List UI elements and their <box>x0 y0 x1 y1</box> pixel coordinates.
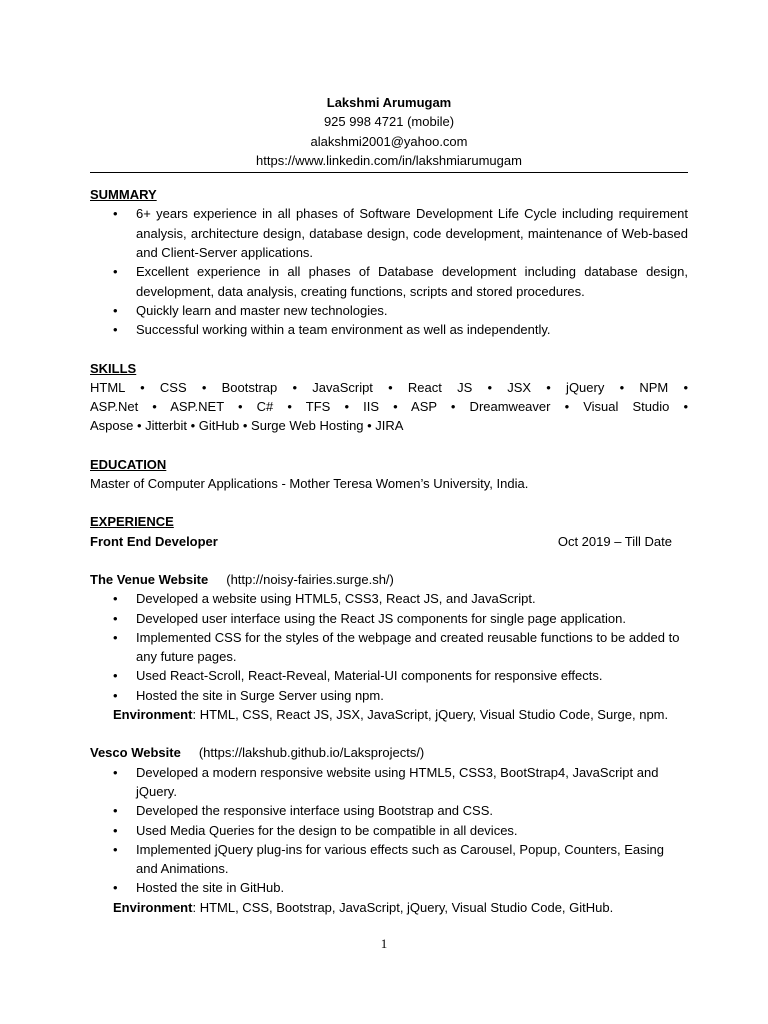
summary-section <box>90 185 688 339</box>
job-role: Front End Developer <box>90 533 218 549</box>
experience-title: EXPERIENCE <box>90 514 174 530</box>
linkedin-url: https://www.linkedin.com/in/lakshmiarumugam <box>256 152 522 168</box>
list-item: • Developed a website using HTML5, CSS3, React JS, and JavaScript. <box>90 589 688 608</box>
job-dates: Oct 2019 – Till Date <box>557 533 672 549</box>
experience-section <box>90 512 688 917</box>
list-item: • Excellent experience in all phases of Database development including database design, development, data analysis, creating functions, scripts and stored procedures. <box>90 262 688 301</box>
skills-line: Aspose • Jitterbit • GitHub • Surge Web Hosting • JIRA <box>90 418 404 434</box>
skills-section <box>90 359 688 436</box>
skills-line: HTML • CSS • Bootstrap • JavaScript • React JS • JSX • jQuery • NPM • <box>90 379 688 395</box>
list-item: • Hosted the site in GitHub. <box>90 878 688 897</box>
resume-header <box>90 93 688 170</box>
list-item: • Developed user interface using the React JS components for single page application. <box>90 609 688 628</box>
project-url: (http://noisy-fairies.surge.sh/) <box>226 571 394 587</box>
list-item: • Hosted the site in Surge Server using npm. <box>90 686 688 705</box>
job-row <box>90 532 688 551</box>
environment-label: Environment <box>113 707 193 723</box>
list-item: • Used React-Scroll, React-Reveal, Material-UI components for responsive effects. <box>90 666 688 685</box>
phone-number: 925 998 4721 (mobile) <box>323 114 455 130</box>
education-section <box>90 455 688 494</box>
project-title: The Venue Website <box>90 571 209 587</box>
project-title: Vesco Website <box>90 745 181 761</box>
list-item: • Successful working within a team environment as well as independently. <box>90 320 688 339</box>
email-address: alakshmi2001@yahoo.com <box>310 133 468 149</box>
project-venue <box>90 570 688 724</box>
project-url: (https://lakshub.github.io/Laksprojects/) <box>198 745 425 761</box>
education-text: Master of Computer Applications - Mother Teresa Women’s University, India. <box>90 476 529 492</box>
summary-list <box>90 204 688 339</box>
list-item: • Developed a modern responsive website using HTML5, CSS3, BootStrap4, JavaScript and jQuery. <box>90 763 688 802</box>
environment-line <box>90 898 688 917</box>
project-list <box>90 763 688 898</box>
environment-text: : HTML, CSS, React JS, JSX, JavaScript, jQuery, Visual Studio Code, Surge, npm. <box>192 707 669 723</box>
environment-label: Environment <box>113 899 193 915</box>
education-title: EDUCATION <box>90 456 167 472</box>
page-number: 1 <box>380 936 388 951</box>
list-item: • Used Media Queries for the design to be compatible in all devices. <box>90 821 688 840</box>
list-item: • Implemented CSS for the styles of the webpage and created reusable functions to be added to any future pages. <box>90 628 688 667</box>
list-item: • 6+ years experience in all phases of Software Development Life Cycle including requirement analysis, architecture design, database design, code development, maintenance of Web-based and Client-Server applications. <box>90 204 688 262</box>
project-list <box>90 589 688 705</box>
list-item: • Quickly learn and master new technologies. <box>90 301 688 320</box>
summary-title: SUMMARY <box>90 187 157 203</box>
skills-line: ASP.Net • ASP.NET • C# • TFS • IIS • ASP • Dreamweaver • Visual Studio • <box>90 399 688 415</box>
list-item: • Developed the responsive interface using Bootstrap and CSS. <box>90 801 688 820</box>
candidate-name: Lakshmi Arumugam <box>326 95 452 110</box>
environment-text: : HTML, CSS, Bootstrap, JavaScript, jQuery, Visual Studio Code, GitHub. <box>192 899 614 915</box>
environment-line <box>90 705 688 724</box>
skills-title: SKILLS <box>90 360 137 376</box>
project-vesco <box>90 743 688 917</box>
list-item: • Implemented jQuery plug-ins for various effects such as Carousel, Popup, Counters, Easing and Animations. <box>90 840 688 879</box>
resume-page <box>90 93 688 917</box>
